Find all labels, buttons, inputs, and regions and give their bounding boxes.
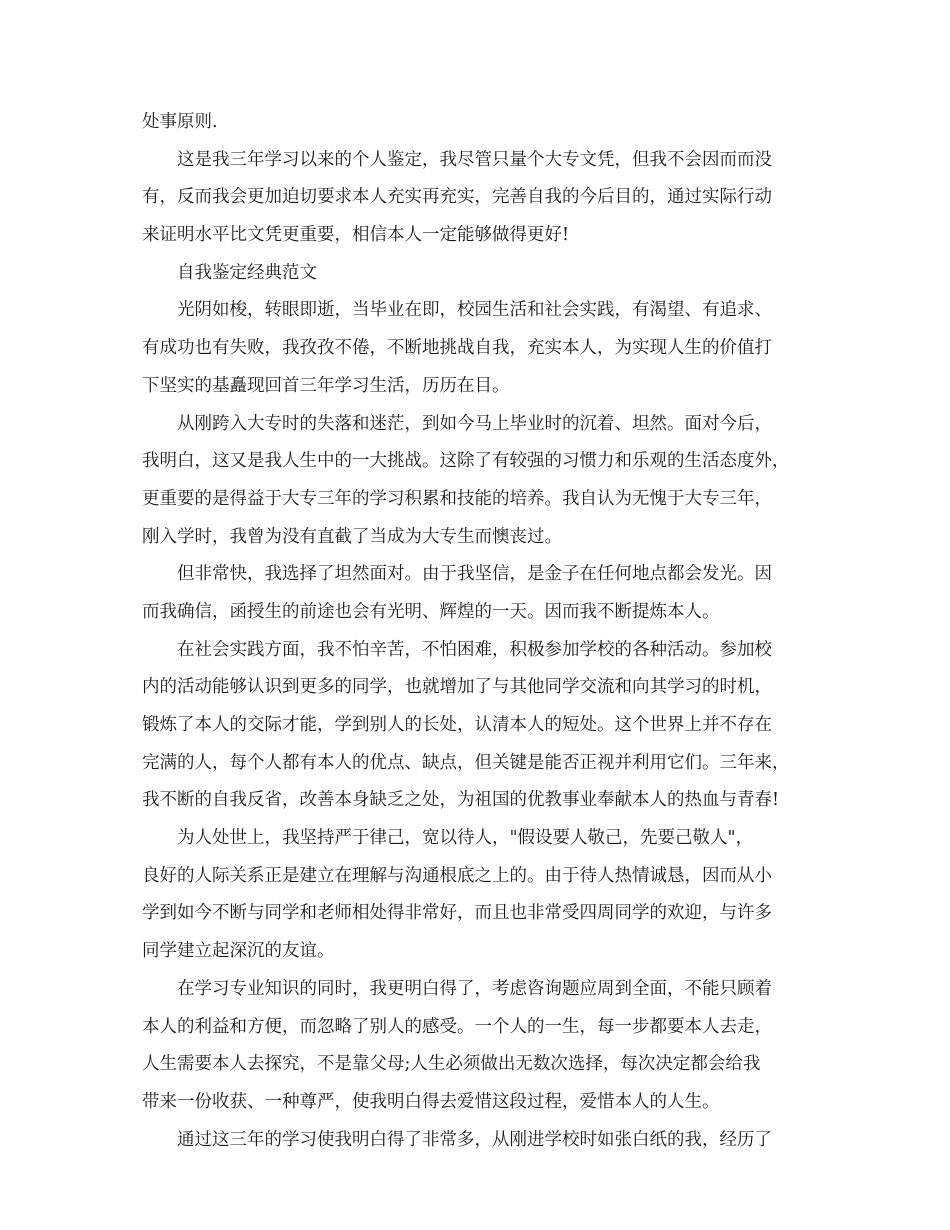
text-line: 在学习专业知识的同时，我更明白得了，考虑咨询题应周到全面，不能只顾着 <box>177 978 772 999</box>
text-line: 良好的人际关系正是建立在理解与沟通根底之上的。由于待人热情诚恳，因而从小 <box>142 865 772 886</box>
text-line: 我明白，这又是我人生中的一大挑战。这除了有较强的习惯力和乐观的生活态度外， <box>142 451 790 472</box>
text-line: 刚入学时，我曾为没有直截了当成为大专生而懊丧过。 <box>142 526 562 547</box>
text-line: 带来一份收获、一种尊严，使我明白得去爱惜这段过程，爱惜本人的人生。 <box>142 1091 720 1112</box>
text-line: 本人的利益和方便，而忽略了别人的感受。一个人的一生，每一步都要本人去走， <box>142 1016 772 1037</box>
section-heading: 自我鉴定经典范文 <box>177 262 317 283</box>
text-line: 下坚实的基矗现回首三年学习生活，历历在目。 <box>142 375 510 396</box>
text-line: 更重要的是得益于大专三年的学习积累和技能的培养。我自认为无愧于大专三年， <box>142 488 772 509</box>
text-line: 我不断的自我反省，改善本身缺乏之处，为祖国的优教事业奉献本人的热血与青春! <box>142 790 780 811</box>
text-line: 有，反而我会更加迫切要求本人充实再充实，完善自我的今后目的，通过实际行动 <box>142 187 772 208</box>
text-line: 光阴如梭，转眼即逝，当毕业在即，校园生活和社会实践，有渴望、有追求、 <box>177 300 772 321</box>
text-line: 来证明水平比文凭更重要，相信本人一定能够做得更好! <box>142 225 570 246</box>
text-line: 而我确信，函授生的前途也会有光明、辉煌的一天。因而我不断提炼本人。 <box>142 601 720 622</box>
text-line: 学到如今不断与同学和老师相处得非常好，而且也非常受四周同学的欢迎，与许多 <box>142 903 772 924</box>
text-line: 但非常快，我选择了坦然面对。由于我坚信，是金子在任何地点都会发光。因 <box>177 564 772 585</box>
text-line: 在社会实践方面，我不怕辛苦，不怕困难，积极参加学校的各种活动。参加校 <box>177 639 772 660</box>
text-line: 为人处世上，我坚持严于律己，宽以待人，"假设要人敬己，先要己敬人"， <box>177 828 754 849</box>
text-line: 人生需要本人去探究，不是靠父母;人生必须做出无数次选择，每次决定都会给我 <box>142 1054 761 1075</box>
text-line: 内的活动能够认识到更多的同学，也就增加了与其他同学交流和向其学习的时机， <box>142 677 772 698</box>
text-line: 同学建立起深沉的友谊。 <box>142 941 335 962</box>
text-line: 处事原则. <box>142 112 218 132</box>
text-line: 有成功也有失败，我孜孜不倦，不断地挑战自我，充实本人，为实现人生的价值打 <box>142 338 772 359</box>
text-line: 通过这三年的学习使我明白得了非常多，从刚进学校时如张白纸的我，经历了 <box>177 1129 772 1150</box>
text-line: 完满的人，每个人都有本人的优点、缺点，但关键是能否正视并利用它们。三年来， <box>142 752 790 773</box>
text-line: 从刚跨入大专时的失落和迷茫，到如今马上毕业时的沉着、坦然。面对今后， <box>177 413 772 434</box>
text-line: 锻炼了本人的交际才能，学到别人的长处，认清本人的短处。这个世界上并不存在 <box>142 715 772 735</box>
document-page <box>142 104 822 1159</box>
text-line: 这是我三年学习以来的个人鉴定，我尽管只量个大专文凭，但我不会因而而没 <box>177 149 772 170</box>
